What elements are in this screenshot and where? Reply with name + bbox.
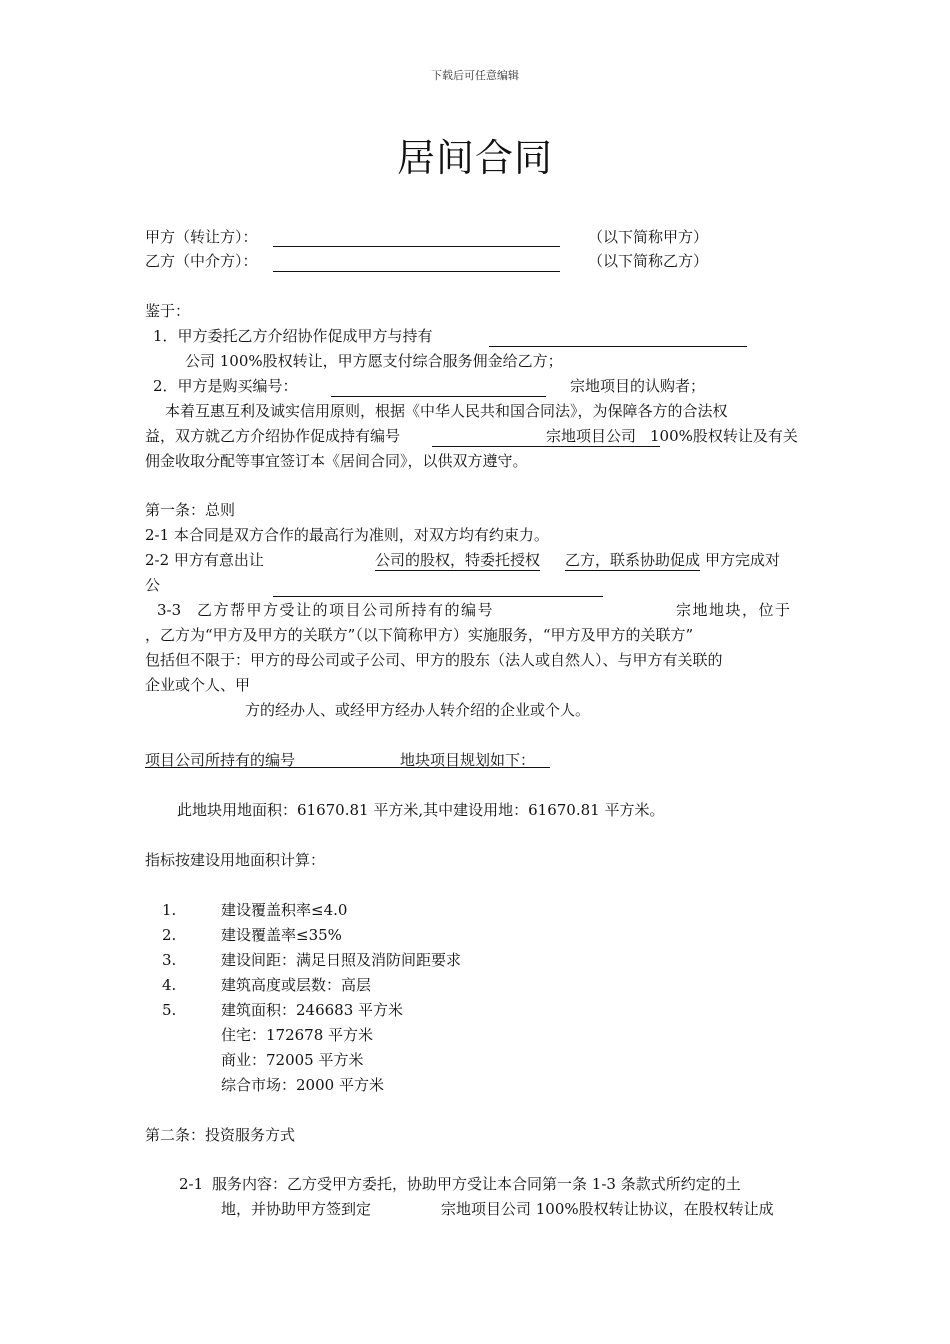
article1-heading: 第一条：总则 — [145, 501, 236, 519]
article2-clause-line2-a: 地，并协助甲方签到定 — [221, 1200, 372, 1218]
article2-clause-num: 2-1 — [179, 1175, 204, 1193]
whereas-para-line2-b: 宗地项目公司 — [546, 427, 637, 445]
clause-3-3-suffix: 宗地地块，位于 — [676, 601, 792, 619]
party-a-suffix: （以下简称甲方） — [588, 228, 709, 246]
party-b-suffix: （以下简称乙方） — [588, 252, 709, 270]
plan-heading-underline — [145, 767, 550, 768]
clause-3-3-line3: 包括但不限于：甲方的母公司或子公司、甲方的股东（法人或自然人）、与甲方有关联的 — [145, 651, 723, 669]
whereas-para-blank — [432, 446, 660, 447]
clause-3-3-num: 3-3 — [157, 601, 182, 619]
document-title: 居间合同 — [396, 136, 553, 180]
whereas-heading: 鉴于： — [145, 302, 191, 320]
whereas-para-line1: 本着互惠互利及诚实信用原则，根据《中华人民共和国合同法》，为保障各方的合法权 — [165, 402, 728, 420]
whereas-item1-blank — [489, 346, 747, 347]
article2-clause-line1: 服务内容：乙方受甲方委托，协助甲方受让本合同第一条 1-3 条款式所约定的土 — [212, 1175, 741, 1193]
plan-heading-b: 地块项目规划如下： — [400, 751, 536, 769]
plan-area-line: 此地块用地面积：61670.81 平方米,其中建设用地：61670.81 平方米。 — [177, 801, 665, 819]
plan-item-text: 建筑高度或层数：高层 — [221, 976, 372, 994]
clause-3-3-text: 乙方帮甲方受让的项目公司所持有的编号 — [197, 601, 495, 619]
whereas-item1-line2: 公司 100%股权转让，甲方愿支付综合服务佣金给乙方； — [185, 352, 563, 370]
clause-3-3-line2: ，乙方为“甲方及甲方的关联方”（以下简称甲方）实施服务，“甲方及甲方的关联方” — [145, 626, 694, 644]
whereas-item2-suffix: 宗地项目的认购者； — [570, 377, 706, 395]
plan-index-heading: 指标按建设用地面积计算： — [145, 851, 326, 869]
whereas-item2-blank — [331, 396, 546, 397]
plan-item-text: 建设间距：满足日照及消防间距要求 — [221, 951, 462, 969]
plan-item-num: 5. — [162, 1001, 177, 1019]
clause-2-2-a: 公司的股权，特委托授权 — [375, 551, 541, 569]
clause-2-2-b: 乙方，联系协助促成 — [565, 551, 701, 569]
plan-item-text: 建设覆盖积率≤4.0 — [221, 901, 348, 919]
plan-item-text: 建筑面积：246683 平方米 — [221, 1001, 404, 1019]
party-a-blank — [273, 246, 560, 247]
party-b-label: 乙方（中介方）： — [145, 252, 258, 270]
whereas-item1-line1: 1．甲方委托乙方介绍协作促成甲方与持有 — [153, 327, 433, 345]
whereas-para-line2-a: 益，双方就乙方介绍协作促成持有编号 — [145, 427, 401, 445]
party-a-label: 甲方（转让方）： — [145, 228, 258, 246]
clause-3-3-line4: 企业或个人、甲 — [145, 676, 251, 694]
plan-item-num: 4. — [162, 976, 177, 994]
whereas-para-line3: 佣金收取分配等事宜签订本《居间合同》，以供双方遵守。 — [145, 452, 528, 470]
plan-item-text: 建设覆盖率≤35% — [221, 926, 342, 944]
article2-clause-line2-b: 宗地项目公司 100%股权转让协议，在股权转让成 — [441, 1200, 774, 1218]
clause-2-2-blank — [273, 596, 603, 597]
plan-heading-a: 项目公司所持有的编号 — [145, 751, 296, 769]
clause-2-1: 2-1 本合同是双方合作的最高行为准则，对双方均有约束力。 — [145, 526, 549, 544]
plan-item-num: 2. — [162, 926, 177, 944]
whereas-item2-prefix: 2．甲方是购买编号： — [153, 377, 298, 395]
clause-2-2-line2: 公 — [145, 576, 161, 594]
party-b-blank — [273, 271, 560, 272]
plan-sub-item: 商业：72005 平方米 — [221, 1051, 364, 1069]
plan-item-num: 1. — [162, 901, 177, 919]
plan-item-num: 3. — [162, 951, 177, 969]
plan-sub-item: 住宅：172678 平方米 — [221, 1026, 374, 1044]
clause-2-2-c: 甲方完成对 — [705, 551, 781, 569]
header-note: 下载后可任意编辑 — [431, 69, 519, 82]
clause-3-3-line5: 方的经办人、或经甲方经办人转介绍的企业或个人。 — [245, 701, 591, 719]
clause-2-2-prefix: 2-2 甲方有意出让 — [145, 551, 264, 569]
article2-heading: 第二条：投资服务方式 — [145, 1126, 296, 1144]
plan-sub-item: 综合市场：2000 平方米 — [221, 1076, 384, 1094]
whereas-para-line2-c: 100%股权转让及有关 — [650, 427, 798, 445]
